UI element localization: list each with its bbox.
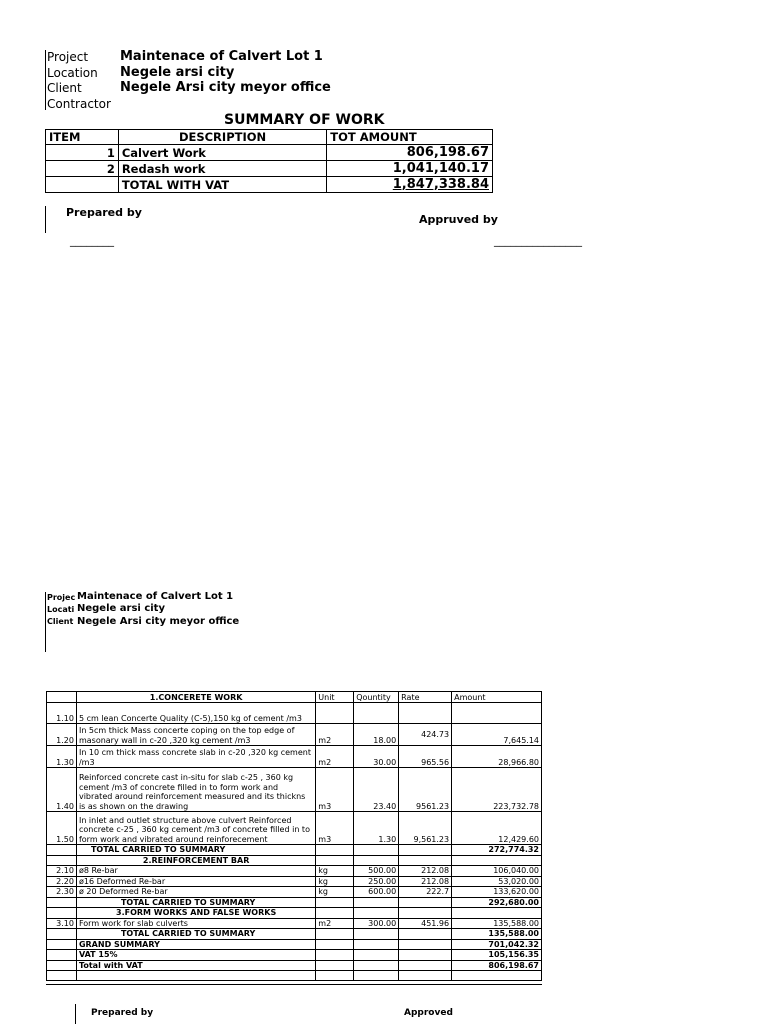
boq-item-unit xyxy=(316,703,354,724)
boq-row xyxy=(47,746,542,768)
boq-blank-cell xyxy=(399,971,452,981)
boq-item-desc: Reinforced concrete cast in-situ for slab c-25 , 360 kg cement /m3 of concrete filled in to form work and vibrated around reinforcement measured and its thickns is as shown on the drawing xyxy=(76,768,315,812)
boq-subtotal-row xyxy=(47,897,542,908)
boq-item-unit: kg xyxy=(316,876,354,887)
summary-row xyxy=(46,161,493,177)
boq-total-row xyxy=(47,960,542,971)
boq-item-unit: m2 xyxy=(316,724,354,746)
prepared-by-label-2: Prepared by xyxy=(91,1008,154,1018)
boq-blank-cell xyxy=(316,897,354,908)
boq-item-amount: 135,588.00 xyxy=(452,918,542,929)
boq-amount-header: Amount xyxy=(452,692,542,703)
boq-grand-label: GRAND SUMMARY xyxy=(76,939,315,950)
boq-vat-amount: 105,156.35 xyxy=(452,950,542,961)
boq-blank-cell xyxy=(316,950,354,961)
boq-qty-header: Qountity xyxy=(354,692,399,703)
boq-blank-cell xyxy=(47,971,77,981)
boq-total-label: Total with VAT xyxy=(76,960,315,971)
boq-no-header xyxy=(47,692,77,703)
boq-section-row xyxy=(47,855,542,866)
boq-blank-cell xyxy=(354,908,399,919)
boq-item-qty: 250.00 xyxy=(354,876,399,887)
boq-row xyxy=(47,703,542,724)
boq-item-rate: 212.08 xyxy=(399,866,452,877)
col-item: ITEM xyxy=(46,130,119,145)
prepared-signature-line: ________ xyxy=(70,234,114,247)
boq-blank-cell xyxy=(399,929,452,940)
boq-item-no: 1.20 xyxy=(47,724,77,746)
boq-row xyxy=(47,918,542,929)
boq-blank-cell xyxy=(316,929,354,940)
boq-subtotal-label: TOTAL CARRIED TO SUMMARY xyxy=(76,845,315,856)
location-value: Negele arsi city xyxy=(120,65,235,80)
client-value: Negele Arsi city meyor office xyxy=(120,80,331,95)
boq-blank-cell xyxy=(452,855,542,866)
boq-subtotal-amount: 272,774.32 xyxy=(452,845,542,856)
boq-subtotal-row xyxy=(47,929,542,940)
boq-item-qty xyxy=(354,703,399,724)
boq-row xyxy=(47,866,542,877)
location-value-2: Negele arsi city xyxy=(77,603,165,614)
boq-item-no: 2.30 xyxy=(47,887,77,898)
boq-item-no: 2.20 xyxy=(47,876,77,887)
summary-item xyxy=(46,177,119,193)
boq-blank-cell xyxy=(316,960,354,971)
boq-item-qty: 23.40 xyxy=(354,768,399,812)
boq-item-unit: kg xyxy=(316,866,354,877)
boq-item-qty: 18.00 xyxy=(354,724,399,746)
boq-blank-cell xyxy=(354,897,399,908)
boq-item-desc: In inlet and outlet structure above culvert Reinforced concrete c-25 , 360 kg cement /m3 of concrete filled in to form work and vibrated around reinforecement xyxy=(76,812,315,845)
boq-item-unit: m3 xyxy=(316,768,354,812)
boq-item-no: 1.40 xyxy=(47,768,77,812)
boq-blank-cell xyxy=(354,855,399,866)
boq-unit-header: Unit xyxy=(316,692,354,703)
boq-blank-cell xyxy=(399,855,452,866)
boq-item-amount: 133,620.00 xyxy=(452,887,542,898)
boq-item-amount xyxy=(452,703,542,724)
boq-blank-cell xyxy=(316,855,354,866)
boq-item-amount: 28,966.80 xyxy=(452,746,542,768)
boq-item-desc: In 5cm thick Mass concerte coping on the top edge of masonary wall in c-20 ,320 kg cement /m3 xyxy=(76,724,315,746)
boq-vat-label: VAT 15% xyxy=(76,950,315,961)
boq-blank-cell xyxy=(47,929,77,940)
boq-blank-cell xyxy=(399,908,452,919)
project-label-2: Projec xyxy=(47,593,76,602)
boq-item-qty: 300.00 xyxy=(354,918,399,929)
boq-item-desc: 5 cm lean Concerte Quality (C-5),150 kg of cement /m3 xyxy=(76,703,315,724)
boq-item-rate: 9561.23 xyxy=(399,768,452,812)
boq-row xyxy=(47,724,542,746)
boq-blank-cell xyxy=(354,939,399,950)
boq-blank-cell xyxy=(354,960,399,971)
boq-blank-cell xyxy=(316,939,354,950)
boq-item-rate xyxy=(399,703,452,724)
boq-item-desc: ø16 Deformed Re-bar xyxy=(76,876,315,887)
boq-blank-cell xyxy=(316,971,354,981)
summary-title: SUMMARY OF WORK xyxy=(224,112,385,128)
boq-item-qty: 600.00 xyxy=(354,887,399,898)
header2-left-rule xyxy=(45,592,46,652)
boq-blank-cell xyxy=(452,908,542,919)
boq-subtotal-row xyxy=(47,845,542,856)
boq-item-rate: 424.73 xyxy=(399,724,452,746)
boq-grand-row xyxy=(47,939,542,950)
boq-section-3-title: 3.FORM WORKS AND FALSE WORKS xyxy=(76,908,315,919)
boq-subtotal-amount: 292,680.00 xyxy=(452,897,542,908)
boq-item-no: 2.10 xyxy=(47,866,77,877)
signature-left-rule xyxy=(45,206,46,233)
boq-blank-cell xyxy=(354,929,399,940)
boq-item-amount: 223,732.78 xyxy=(452,768,542,812)
boq-blank-cell xyxy=(47,950,77,961)
summary-amount: 806,198.67 xyxy=(327,145,493,161)
summary-table xyxy=(45,129,493,193)
boq-header-row xyxy=(47,692,542,703)
boq-blank-cell xyxy=(47,845,77,856)
boq-item-no: 1.50 xyxy=(47,812,77,845)
summary-description: TOTAL WITH VAT xyxy=(118,177,326,193)
boq-subtotal-label: TOTAL CARRIED TO SUMMARY xyxy=(76,897,315,908)
boq-item-rate: 965.56 xyxy=(399,746,452,768)
boq-item-rate: 222.7 xyxy=(399,887,452,898)
boq-blank-cell xyxy=(47,897,77,908)
boq-item-amount: 106,040.00 xyxy=(452,866,542,877)
summary-description: Calvert Work xyxy=(118,145,326,161)
boq-blank-cell xyxy=(399,939,452,950)
boq-item-desc: ø8 Re-bar xyxy=(76,866,315,877)
boq-item-qty: 1.30 xyxy=(354,812,399,845)
approved-label-2: Approved xyxy=(404,1008,453,1018)
boq-blank-cell xyxy=(76,971,315,981)
boq-item-amount: 53,020.00 xyxy=(452,876,542,887)
client-label: Client xyxy=(47,81,82,95)
boq-blank-cell xyxy=(399,950,452,961)
approved-by-label: Appruved by xyxy=(419,213,498,226)
boq-item-rate: 451.96 xyxy=(399,918,452,929)
summary-total-row xyxy=(46,177,493,193)
boq-subtotal-label: TOTAL CARRIED TO SUMMARY xyxy=(76,929,315,940)
boq-item-rate: 9,561.23 xyxy=(399,812,452,845)
project-value: Maintenace of Calvert Lot 1 xyxy=(120,49,323,64)
boq-row xyxy=(47,812,542,845)
boq-blank-cell xyxy=(47,908,77,919)
boq-rate-header: Rate xyxy=(399,692,452,703)
boq-blank-cell xyxy=(47,939,77,950)
boq-item-amount: 7,645.14 xyxy=(452,724,542,746)
boq-blank-cell xyxy=(399,960,452,971)
boq-section-1-title: 1.CONCERETE WORK xyxy=(76,692,315,703)
boq-blank-cell xyxy=(316,908,354,919)
boq-blank-cell xyxy=(47,855,77,866)
project-label: Project xyxy=(47,50,89,64)
boq-bottom-rule xyxy=(46,984,542,985)
boq-total-amount: 806,198.67 xyxy=(452,960,542,971)
boq-item-no: 1.10 xyxy=(47,703,77,724)
boq-blank-cell xyxy=(452,971,542,981)
boq-blank-cell xyxy=(316,845,354,856)
location-label: Location xyxy=(47,66,98,80)
signature2-left-rule xyxy=(75,1004,76,1024)
boq-blank-cell xyxy=(399,845,452,856)
location-label-2: Locati xyxy=(47,605,75,614)
col-description: DESCRIPTION xyxy=(118,130,326,145)
boq-row xyxy=(47,876,542,887)
boq-item-qty: 500.00 xyxy=(354,866,399,877)
approved-signature-line: ________________ xyxy=(494,234,582,247)
summary-description: Redash work xyxy=(118,161,326,177)
boq-item-desc: In 10 cm thick mass concrete slab in c-20 ,320 kg cement /m3 xyxy=(76,746,315,768)
boq-item-desc: ø 20 Deformed Re-bar xyxy=(76,887,315,898)
boq-blank-cell xyxy=(354,971,399,981)
summary-item: 1 xyxy=(46,145,119,161)
summary-amount: 1,847,338.84 xyxy=(327,177,493,193)
boq-item-no: 1.30 xyxy=(47,746,77,768)
boq-item-unit: m3 xyxy=(316,812,354,845)
summary-item: 2 xyxy=(46,161,119,177)
boq-item-amount: 12,429.60 xyxy=(452,812,542,845)
prepared-by-label: Prepared by xyxy=(66,206,142,219)
boq-table xyxy=(46,691,542,981)
boq-section-2-title: 2.REINFORCEMENT BAR xyxy=(76,855,315,866)
boq-row xyxy=(47,768,542,812)
boq-grand-amount: 701,042.32 xyxy=(452,939,542,950)
boq-blank-cell xyxy=(354,845,399,856)
boq-section-row xyxy=(47,908,542,919)
boq-blank-cell xyxy=(354,950,399,961)
summary-row xyxy=(46,145,493,161)
boq-item-unit: kg xyxy=(316,887,354,898)
boq-item-qty: 30.00 xyxy=(354,746,399,768)
boq-item-rate: 212.08 xyxy=(399,876,452,887)
boq-item-unit: m2 xyxy=(316,746,354,768)
boq-item-no: 3.10 xyxy=(47,918,77,929)
boq-item-desc: Form work for slab culverts xyxy=(76,918,315,929)
header-left-rule xyxy=(45,50,46,110)
boq-vat-row xyxy=(47,950,542,961)
client-label-2: Client xyxy=(47,617,74,626)
client-value-2: Negele Arsi city meyor office xyxy=(77,616,240,627)
boq-blank-cell xyxy=(399,897,452,908)
boq-subtotal-amount: 135,588.00 xyxy=(452,929,542,940)
boq-row xyxy=(47,887,542,898)
summary-amount: 1,041,140.17 xyxy=(327,161,493,177)
boq-blank-cell xyxy=(47,960,77,971)
summary-header-row xyxy=(46,130,493,145)
contractor-label: Contractor xyxy=(47,97,111,111)
project-value-2: Maintenace of Calvert Lot 1 xyxy=(77,591,234,602)
boq-empty-row xyxy=(47,971,542,981)
boq-item-unit: m2 xyxy=(316,918,354,929)
col-tot-amount: TOT AMOUNT xyxy=(327,130,493,145)
